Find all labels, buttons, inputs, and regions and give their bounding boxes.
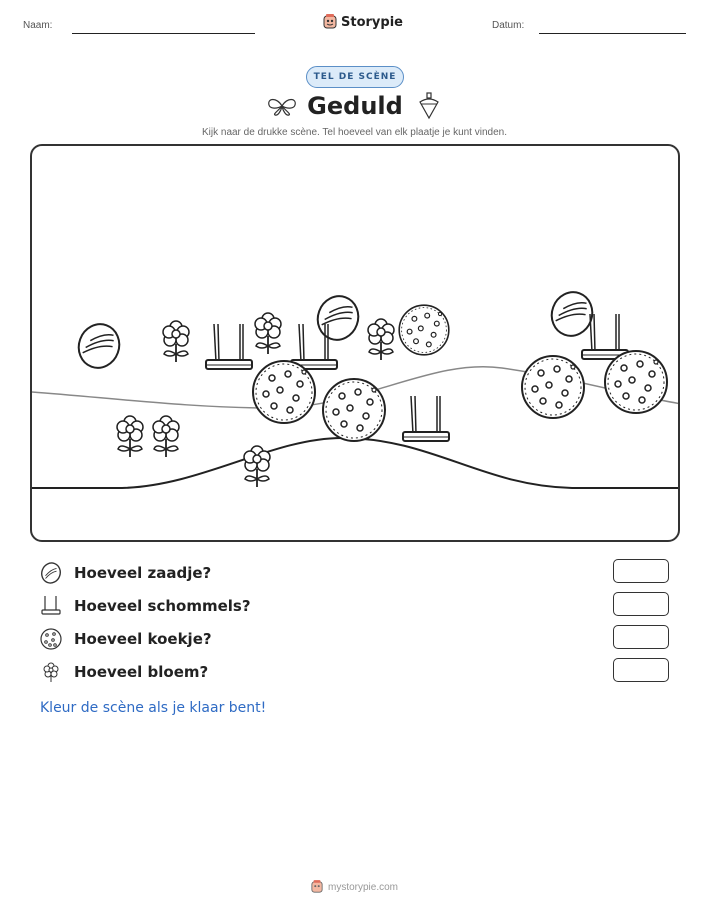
flower-item: [153, 416, 179, 457]
answer-box-seed[interactable]: [613, 559, 669, 583]
flower-item: [368, 319, 394, 360]
question-row-seed: [40, 561, 211, 585]
spinning-top-icon: [417, 92, 441, 120]
worksheet-tag: TEL DE SCÈNE: [306, 66, 404, 88]
butterfly-icon: [265, 95, 299, 117]
site-url[interactable]: mystorypie.com: [327, 881, 398, 893]
date-label: Datum:: [492, 20, 525, 31]
question-label: Hoeveel schommels?: [74, 597, 251, 615]
flower-icon: [40, 661, 62, 683]
date-line[interactable]: [539, 33, 686, 34]
storypie-mascot-icon: [311, 880, 323, 894]
question-row-swing: [40, 594, 251, 618]
page-title: Geduld: [307, 92, 403, 120]
seed-item: [73, 318, 126, 373]
question-label: Hoeveel zaadje?: [74, 564, 212, 582]
brand-logo: [323, 14, 403, 30]
site-footer: [0, 880, 709, 894]
swing-item: [206, 324, 252, 369]
flower-item: [163, 321, 189, 362]
swing-item: [403, 396, 449, 441]
cookie-item: [253, 361, 315, 423]
question-row-cookie: [40, 627, 212, 651]
cookie-item: [323, 379, 385, 441]
answer-box-flower[interactable]: [613, 658, 669, 682]
name-label: Naam:: [23, 20, 53, 31]
answer-box-cookie[interactable]: [613, 625, 669, 649]
counting-scene: [30, 144, 680, 542]
cookie-item: [605, 351, 667, 413]
cookie-item: [522, 356, 584, 418]
brand-name: Storypie: [341, 14, 403, 30]
storypie-mascot-icon: [323, 14, 337, 30]
seed-icon: [40, 562, 62, 584]
answer-box-swing[interactable]: [613, 592, 669, 616]
swing-icon: [40, 595, 62, 617]
scene-illustration: [32, 146, 680, 542]
question-label: Hoeveel bloem?: [74, 663, 209, 681]
cookie-icon: [40, 628, 62, 650]
question-label: Hoeveel koekje?: [74, 630, 212, 648]
coloring-note: Kleur de scène als je klaar bent!: [40, 700, 267, 716]
cookie-item: [399, 305, 449, 355]
flower-item: [244, 446, 270, 487]
seed-item: [312, 290, 365, 345]
question-row-flower: [40, 660, 208, 684]
flower-item: [117, 416, 143, 457]
name-line[interactable]: [72, 33, 255, 34]
flower-item: [255, 313, 281, 354]
instructions: Kijk naar de drukke scène. Tel hoeveel van elk plaatje je kunt vinden.: [201, 127, 507, 138]
